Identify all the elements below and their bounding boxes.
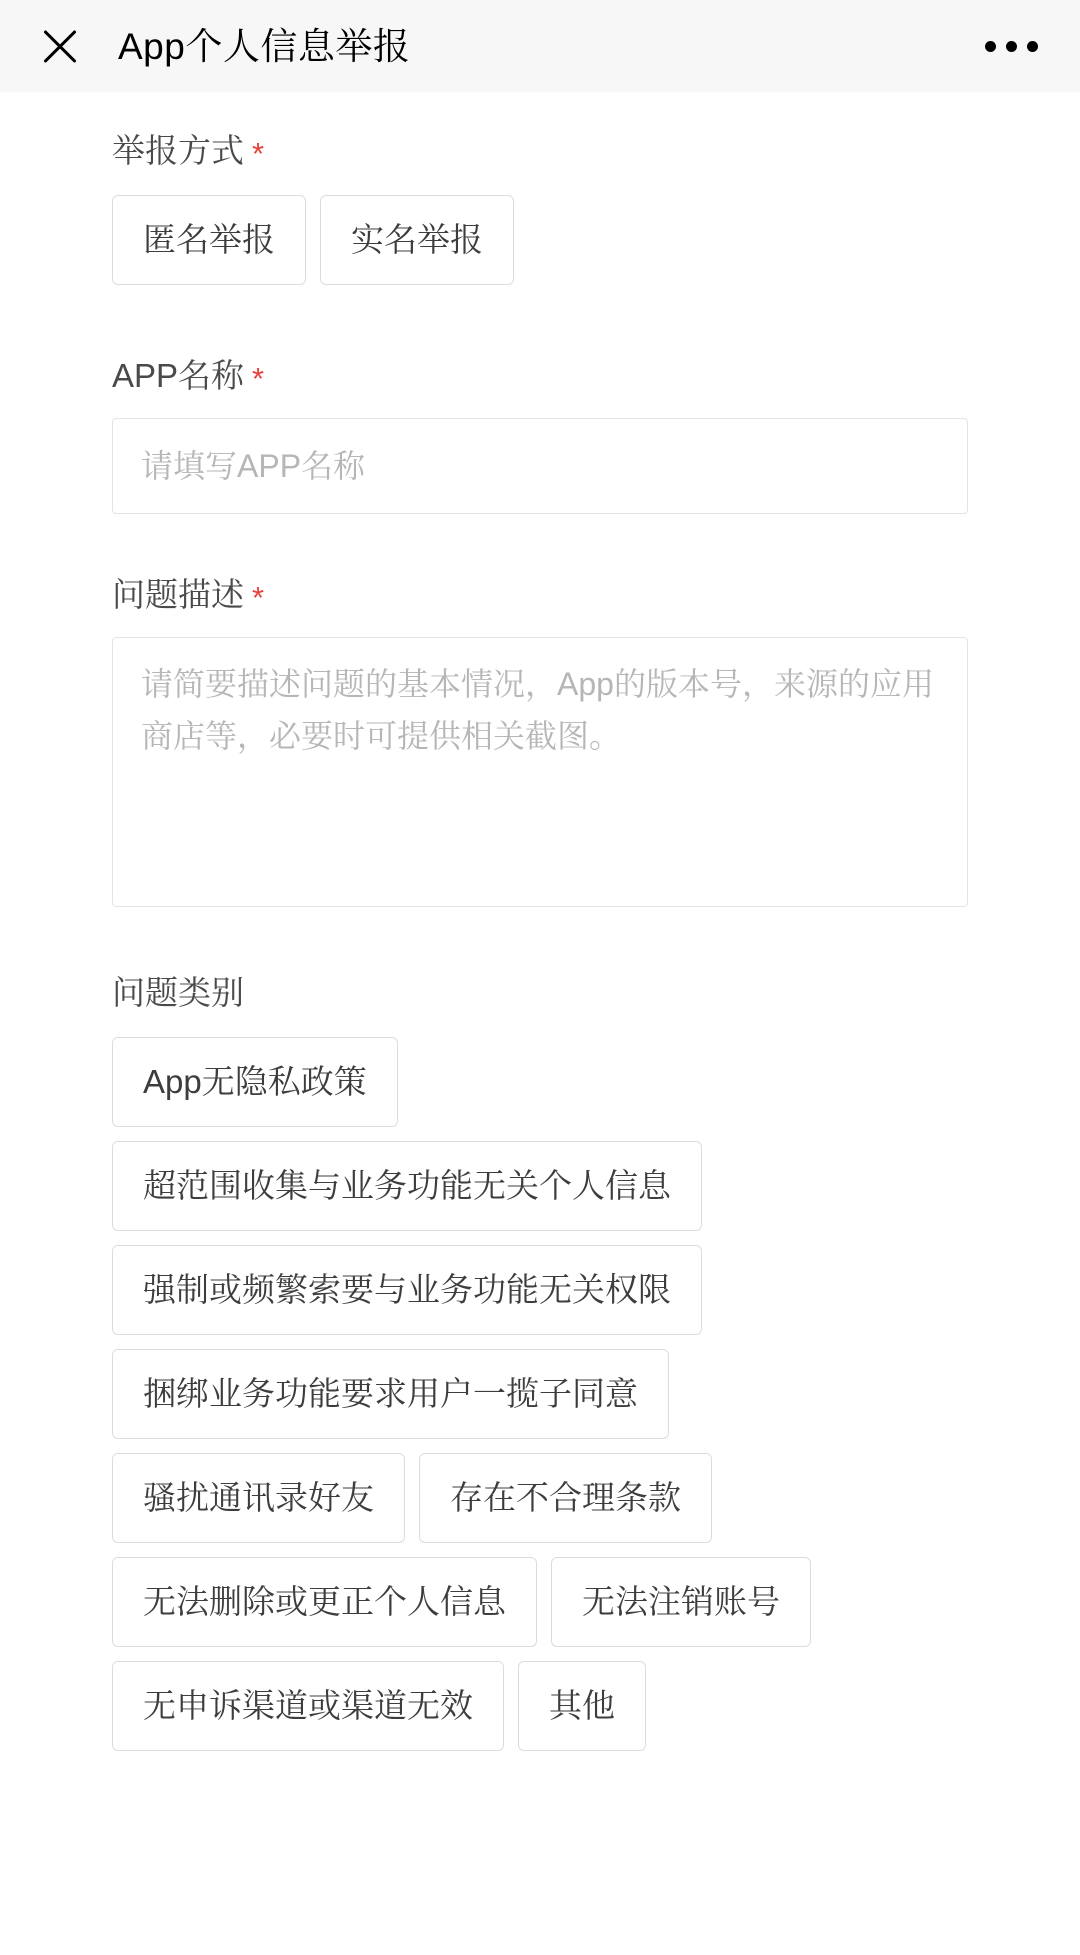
required-mark: * xyxy=(252,136,265,171)
field-label-text: 问题描述 xyxy=(112,576,244,613)
report-way-option-realname[interactable]: 实名举报 xyxy=(320,195,514,285)
field-label-problem-category xyxy=(112,976,968,1009)
category-option-unreasonable-terms[interactable]: 存在不合理条款 xyxy=(419,1453,712,1543)
category-option-cannot-delete-info[interactable]: 无法删除或更正个人信息 xyxy=(112,1557,537,1647)
field-problem-description xyxy=(0,578,1080,912)
more-dot xyxy=(1027,41,1038,52)
form-content xyxy=(0,92,1080,1791)
field-app-name xyxy=(0,359,1080,514)
field-report-way xyxy=(0,92,1080,285)
field-problem-category xyxy=(0,976,1080,1751)
spacer xyxy=(0,514,1080,578)
category-option-other[interactable]: 其他 xyxy=(518,1661,646,1751)
category-option-cannot-close-account[interactable]: 无法注销账号 xyxy=(551,1557,811,1647)
category-option-no-appeal-channel[interactable]: 无申诉渠道或渠道无效 xyxy=(112,1661,504,1751)
field-label-text: 举报方式 xyxy=(112,132,244,169)
field-label-text: 问题类别 xyxy=(112,974,244,1011)
more-dot xyxy=(1006,41,1017,52)
close-icon[interactable] xyxy=(34,20,86,72)
report-way-options xyxy=(112,195,968,285)
category-option-forced-permissions[interactable]: 强制或频繁索要与业务功能无关权限 xyxy=(112,1245,702,1335)
required-mark: * xyxy=(252,580,265,615)
category-option-no-privacy-policy[interactable]: App无隐私政策 xyxy=(112,1037,398,1127)
field-label-text: APP名称 xyxy=(112,357,245,394)
navbar xyxy=(0,0,1080,92)
category-option-over-collection[interactable]: 超范围收集与业务功能无关个人信息 xyxy=(112,1141,702,1231)
category-option-harass-contacts[interactable]: 骚扰通讯录好友 xyxy=(112,1453,405,1543)
required-mark: * xyxy=(252,361,265,396)
spacer xyxy=(0,285,1080,359)
field-label-problem-description xyxy=(112,576,968,615)
more-dot xyxy=(985,41,996,52)
category-option-bundled-consent[interactable]: 捆绑业务功能要求用户一揽子同意 xyxy=(112,1349,669,1439)
page-title: App个人信息举报 xyxy=(118,25,411,67)
problem-category-options xyxy=(112,1037,968,1751)
app-name-input[interactable] xyxy=(112,418,968,514)
field-label-report-way xyxy=(112,92,968,171)
spacer xyxy=(0,912,1080,976)
report-way-option-anonymous[interactable]: 匿名举报 xyxy=(112,195,306,285)
field-label-app-name xyxy=(112,357,968,396)
more-options-icon[interactable] xyxy=(979,29,1044,64)
problem-description-textarea[interactable] xyxy=(112,637,968,907)
